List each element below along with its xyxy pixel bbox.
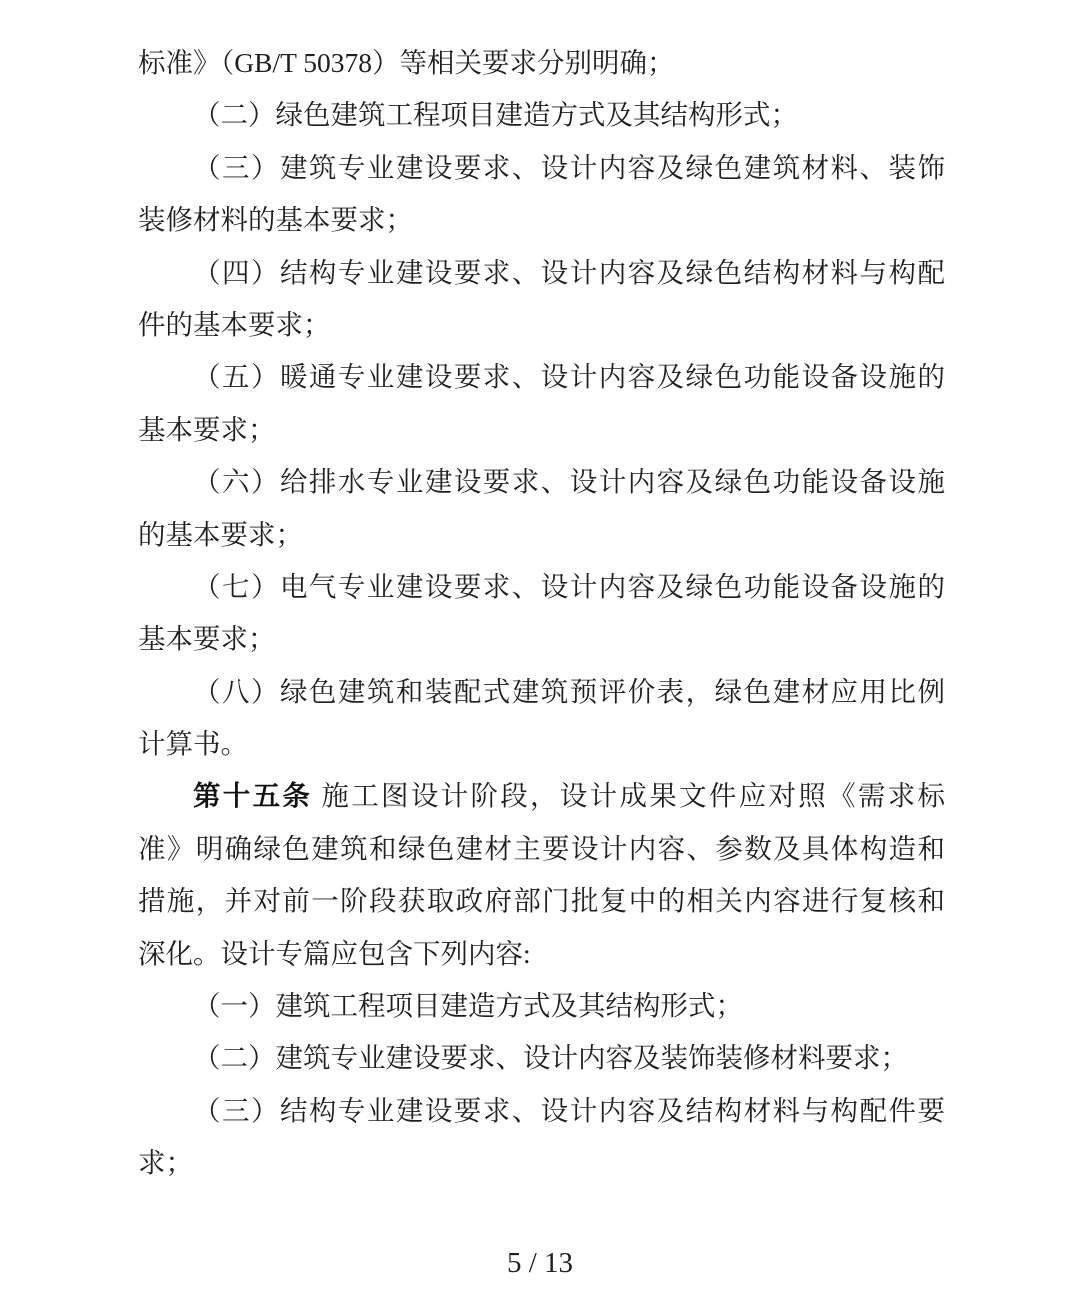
list-item-line: （二）建筑专业建设要求、设计内容及装饰装修材料要求； — [193, 1042, 908, 1074]
text-line: 标准》（GB/T 50378）等相关要求分别明确； — [138, 47, 675, 78]
list-item-line: （三）建筑专业建设要求、设计内容及绿色建筑材料、装饰 — [193, 151, 945, 183]
text-line: 准》明确绿色建筑和绿色建材主要设计内容、参数及具体构造和 — [138, 832, 945, 864]
document-body — [138, 37, 945, 1190]
text-line: 求； — [138, 1147, 193, 1179]
list-item-line: （八）绿色建筑和装配式建筑预评价表，绿色建材应用比例 — [193, 675, 945, 707]
page-number: 5 / 13 — [506, 1247, 574, 1279]
text-line: 件的基本要求； — [138, 308, 331, 340]
list-item-line: （二）绿色建筑工程项目建造方式及其结构形式； — [193, 99, 798, 131]
list-item-line: （一）建筑工程项目建造方式及其结构形式； — [193, 990, 743, 1022]
list-item-line: （四）结构专业建设要求、设计内容及绿色结构材料与构配 — [193, 256, 945, 288]
list-item-line: （五）暖通专业建设要求、设计内容及绿色功能设备设施的 — [193, 361, 945, 393]
text-line: 基本要求； — [138, 413, 276, 445]
list-item-line: （三）结构专业建设要求、设计内容及结构材料与构配件要 — [193, 1094, 945, 1126]
article-15-line — [138, 770, 945, 822]
text-line: 计算书。 — [138, 728, 248, 760]
list-item-line: （七）电气专业建设要求、设计内容及绿色功能设备设施的 — [193, 570, 945, 602]
article-text: 施工图设计阶段，设计成果文件应对照《需求标 — [312, 780, 946, 812]
text-line: 基本要求； — [138, 623, 276, 655]
text-line: 措施，并对前一阶段获取政府部门批复中的相关内容进行复核和 — [138, 885, 945, 917]
list-item-line: （六）给排水专业建设要求、设计内容及绿色功能设备设施 — [193, 466, 945, 498]
article-number: 第十五条 — [193, 780, 313, 812]
text-line: 深化。设计专篇应包含下列内容: — [138, 937, 531, 969]
text-line: 装修材料的基本要求； — [138, 204, 413, 236]
text-line: 的基本要求； — [138, 518, 303, 550]
